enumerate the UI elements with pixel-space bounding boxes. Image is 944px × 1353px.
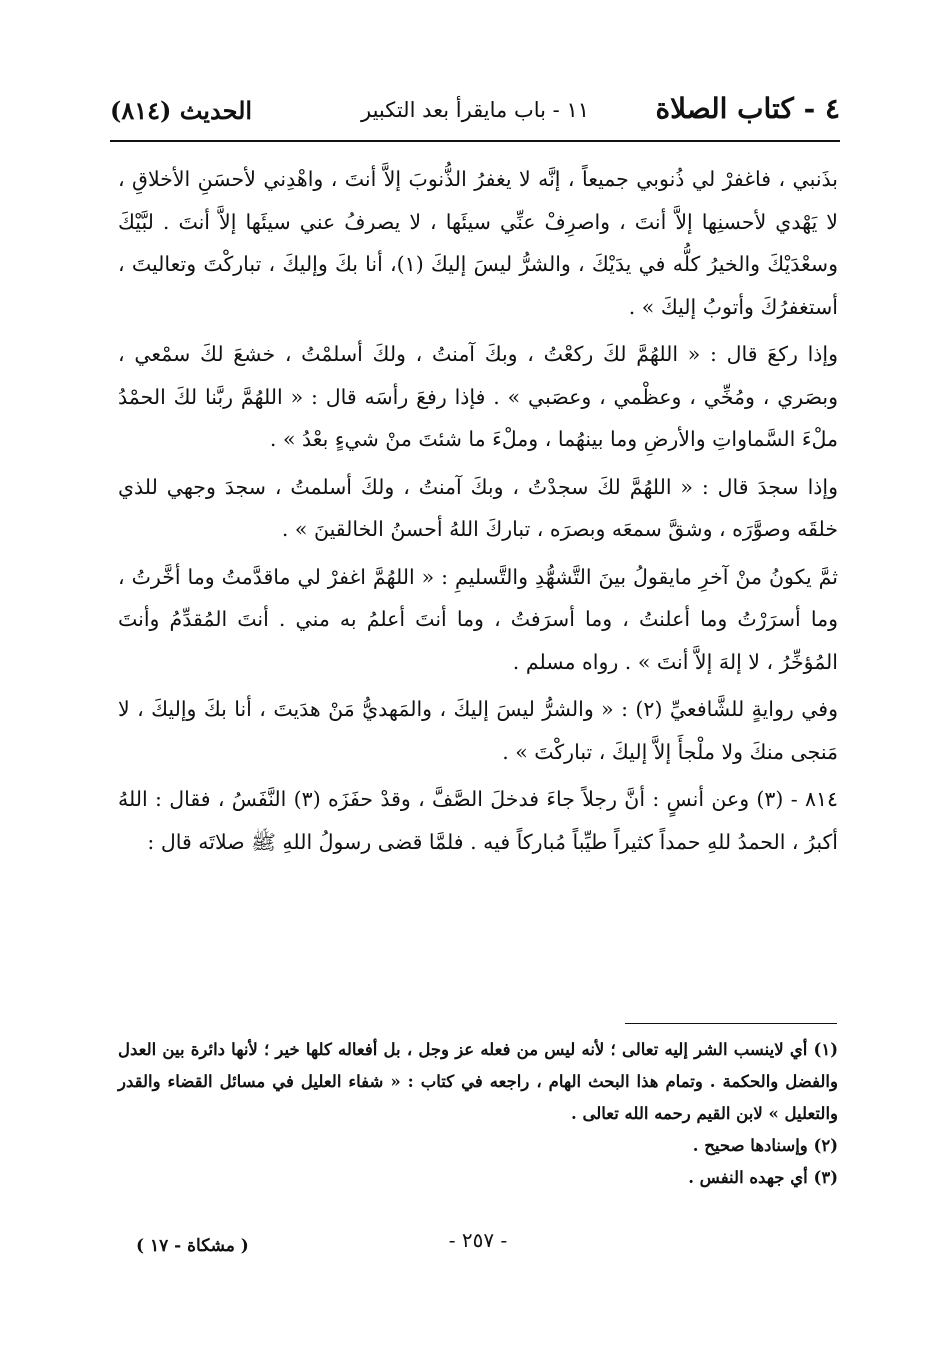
main-text bbox=[118, 158, 838, 868]
footnotes bbox=[118, 1034, 838, 1194]
series-marker: ( مشكاة - ١٧ ) bbox=[136, 1236, 249, 1256]
footnote: (١) أي لاينسب الشر إليه تعالى ؛ لأنه ليس من فعله عز وجل ، بل أفعاله كلها خير ؛ لأنها دائرة بين العدل والفضل والحكمة . وتمام هذا البحث الهام ، راجعه في كتاب : « شفاء العليل في مسائل القضاء والقدر والتعليل » لابن القيم رحمه الله تعالى . bbox=[118, 1040, 838, 1123]
paragraph: بذَنبي ، فاغفرْ لي ذُنوبي جميعاً ، إنَّه لا يغفرُ الذُّنوبَ إلاَّ أنتَ ، واهْدِني لأحسَنِ الأخلاقِ ، لا يَهْدي لأحسنِها إلاَّ أنتَ ، واصرِفْ عنِّي سيئَها ، لا يصرفُ عني سيئَها إلاَّ أنتَ . لبَّيْكَ وسعْدَيْكَ والخيرُ كلُّه في يدَيْكَ ، والشرُّ ليسَ إليكَ (١)، أنا بكَ وإليكَ ، تباركْتَ وتعاليتَ ، أستغفرُكَ وأتوبُ إليكَ » . bbox=[118, 167, 838, 319]
paragraph: وفي روايةٍ للشَّافعيِّ (٢) : « والشرُّ ليسَ إليكَ ، والمَهديُّ مَنْ هدَيتَ ، أنا بكَ وإليكَ ، لا مَنجى منكَ ولا ملْجأَ إلاَّ إليكَ ، تباركْتَ » . bbox=[118, 697, 838, 764]
paragraph: وإذا سجدَ قال : « اللهُمَّ لكَ سجدْتُ ، وبكَ آمنتُ ، ولكَ أسلمتُ ، سجدَ وجهي للذي خلقَه وصوَّرَه ، وشقَّ سمعَه وبصرَه ، تباركَ اللهُ أحسنُ الخالقينَ » . bbox=[118, 474, 838, 541]
hadith-reference: الحديث (٨١٤) bbox=[110, 96, 253, 125]
paragraph: ٨١٤ - (٣) وعن أنسٍ : أنَّ رجلاً جاءَ فدخلَ الصَّفَّ ، وقدْ حفَزَه (٣) النَّفَسُ ، فقال : اللهُ أكبرُ ، الحمدُ للهِ حمداً كثيراً طيِّباً مُباركاً فيه . فلمَّا قضى رسولُ اللهِ ﷺ صلاتَه قال : bbox=[118, 787, 838, 854]
section-title: ١١ - باب مايقرأ بعد التكبير bbox=[360, 98, 589, 122]
header-divider bbox=[110, 140, 840, 142]
paragraph: ثمَّ يكونُ منْ آخرِ مايقولُ بينَ التَّشهُّدِ والتَّسليمِ : « اللهُمَّ اغفرْ لي ماقدَّمتُ وما أخَّرتُ ، وما أسرَرْتُ وما أعلنتُ ، وما أسرَفتُ ، وما أنتَ أعلمُ به مني . أنتَ المُقدِّمُ وأنتَ المُؤخِّرُ ، لا إلهَ إلاَّ أنتَ » . رواه مسلم . bbox=[118, 564, 838, 674]
footnote: (٣) أي جهده النفس . bbox=[688, 1168, 838, 1187]
chapter-title: ٤ - كتاب الصلاة bbox=[655, 92, 840, 125]
page-header bbox=[110, 88, 840, 138]
footnote-divider bbox=[625, 1023, 837, 1024]
page-footer bbox=[118, 1228, 838, 1268]
footnote: (٢) وإسنادها صحيح . bbox=[692, 1136, 838, 1155]
paragraph: وإذا ركعَ قال : « اللهُمَّ لكَ ركعْتُ ، وبكَ آمنتُ ، ولكَ أسلمْتُ ، خشعَ لكَ سمْعي ، وبصَري ، ومُخِّي ، وعظْمي ، وعصَبي » . فإذا رفعَ رأسَه قال : « اللهُمَّ ربَّنا لكَ الحمْدُ ملْءَ السَّماواتِ والأرضِ وما بينهُما ، وملْءَ ما شئتَ منْ شيءٍ بعْدُ » . bbox=[118, 342, 838, 451]
page-number: - ٢٥٧ - bbox=[448, 1228, 508, 1252]
